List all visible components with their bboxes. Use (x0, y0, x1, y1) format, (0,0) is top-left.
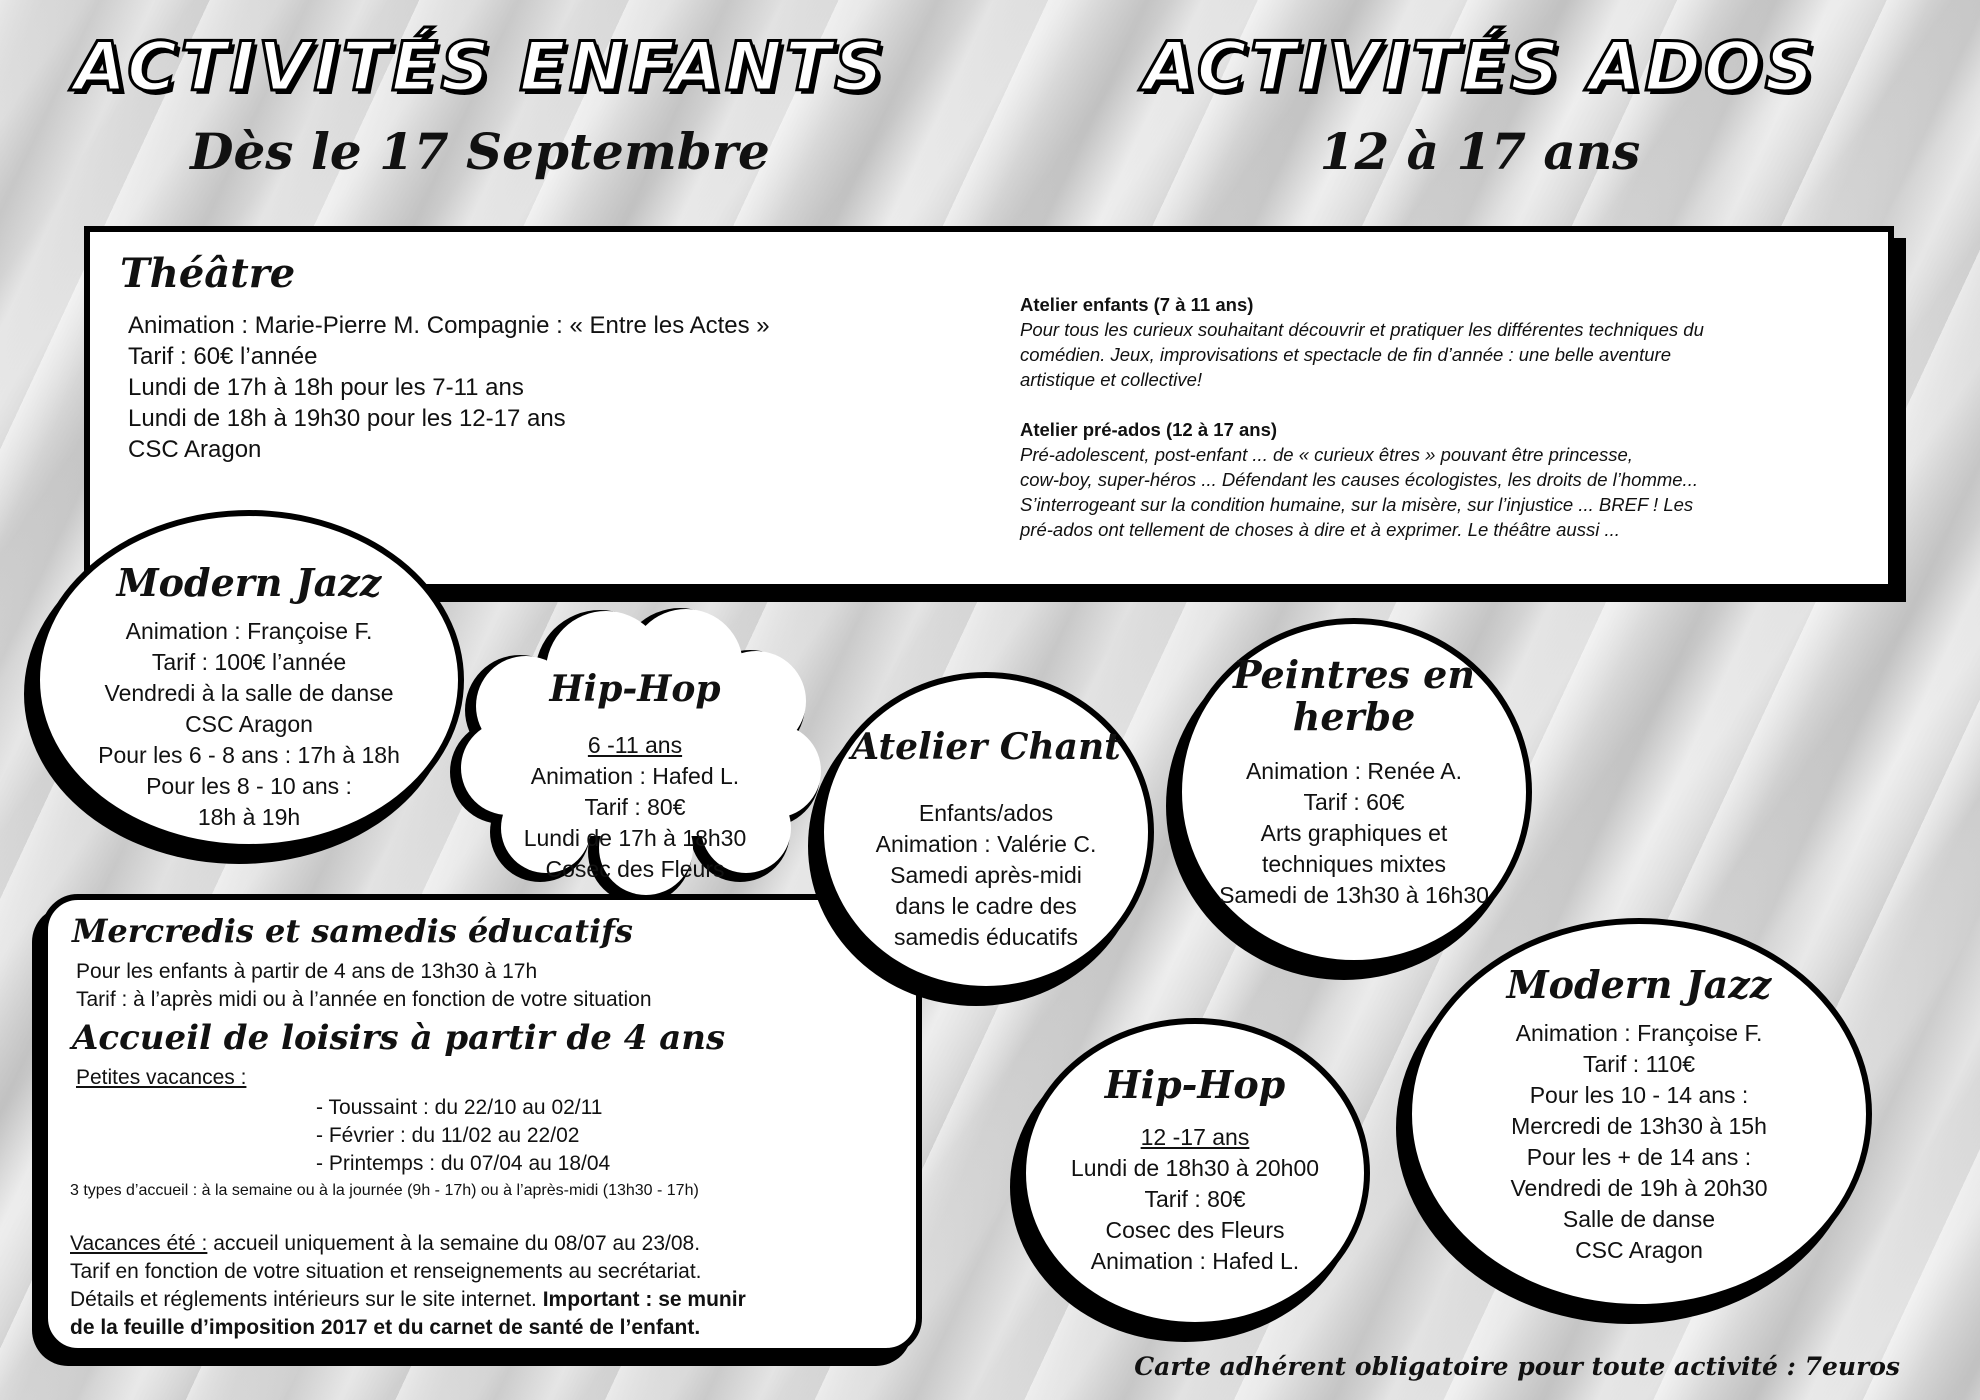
peintres-line-1: Animation : Renée A. (1245, 758, 1463, 784)
important-text: Important : se munir (542, 1288, 746, 1311)
peintres-line-3: Arts graphiques et (1260, 820, 1448, 846)
modern-jazz-kids-line-2: Tarif : 100€ l’année (151, 649, 347, 675)
atelier-enfants-line-3: artistique et collective! (1020, 369, 1203, 390)
footer-note: Carte adhérent obligatoire pour toute activité : 7euros (1134, 1352, 1900, 1381)
vacances-ete-text: accueil uniquement à la semaine du 08/07 au 23/08. (207, 1232, 701, 1255)
hiphop-kids-title: Hip-Hop (549, 668, 721, 710)
modern-jazz-ados-info (1412, 1018, 1866, 1266)
atelier-chant-line-1: Enfants/ados (918, 800, 1054, 826)
modern-jazz-kids-line-7: 18h à 19h (197, 804, 301, 830)
accueil-title: Accueil de loisirs à partir de 4 ans (72, 1018, 726, 1058)
hiphop-kids-line-1: Animation : Hafed L. (530, 763, 740, 789)
theatre-location: CSC Aragon (128, 436, 262, 463)
modern-jazz-ados-circle (1406, 918, 1872, 1310)
left-header-title: ACTIVITÉS ENFANTS (73, 28, 887, 107)
mercredis-line-1: Pour les enfants à partir de 4 ans de 13h30 à 17h (76, 960, 538, 983)
atelier-chant-line-5: samedis éducatifs (893, 924, 1079, 950)
modern-jazz-ados-line-6: Vendredi de 19h à 20h30 (1510, 1175, 1768, 1201)
mercredis-info (76, 958, 652, 1014)
right-header-title: ACTIVITÉS ADOS (1143, 28, 1817, 107)
types-accueil: 3 types d’accueil : à la semaine ou à la journée (9h - 17h) ou à l’après-midi (13h30 - 17h) (70, 1182, 699, 1199)
peintres-title (1182, 654, 1526, 738)
atelier-chant-line-4: dans le cadre des (895, 893, 1077, 919)
mercredis-title: Mercredis et samedis éducatifs (72, 912, 633, 950)
modern-jazz-kids-line-1: Animation : Françoise F. (125, 618, 373, 644)
hiphop-kids-age: 6 -11 ans (587, 732, 683, 758)
theatre-schedule-kids: Lundi de 17h à 18h pour les 7-11 ans (128, 374, 524, 401)
modern-jazz-ados-title: Modern Jazz (1506, 962, 1772, 1007)
modern-jazz-kids-title: Modern Jazz (116, 560, 382, 605)
hiphop-ados-line-4: Animation : Hafed L. (1090, 1248, 1300, 1274)
peintres-line-5: Samedi de 13h30 à 16h30 (1219, 882, 1489, 908)
peintres-circle (1176, 618, 1532, 966)
modern-jazz-kids-circle (34, 510, 464, 850)
vacances-printemps: - Printemps : du 07/04 au 18/04 (316, 1152, 611, 1175)
theatre-tarif: Tarif : 60€ l’année (128, 343, 318, 370)
theatre-descriptions (1020, 292, 1870, 542)
theatre-schedule-ados: Lundi de 18h à 19h30 pour les 12-17 ans (128, 405, 566, 432)
peintres-line-2: Tarif : 60€ (1303, 789, 1405, 815)
vacances-fevrier: - Février : du 11/02 au 22/02 (316, 1124, 580, 1147)
modern-jazz-ados-line-4: Mercredi de 13h30 à 15h (1511, 1113, 1767, 1139)
details-text: Détails et réglements intérieurs sur le site internet. (70, 1288, 543, 1311)
petites-vacances-label: Petites vacances : (76, 1066, 247, 1089)
theatre-info (128, 310, 770, 465)
modern-jazz-kids-line-5: Pour les 6 - 8 ans : 17h à 18h (98, 742, 400, 768)
hiphop-ados-line-1: Lundi de 18h30 à 20h00 (1070, 1155, 1320, 1181)
important-line-2: de la feuille d’imposition 2017 et du carnet de santé de l’enfant. (70, 1316, 701, 1339)
atelier-ados-line-1: Pré-adolescent, post-enfant ... de « curieux êtres » pouvant être princesse, (1020, 444, 1633, 465)
hiphop-kids-line-2: Tarif : 80€ (584, 794, 686, 820)
mercredis-panel (42, 894, 922, 1354)
atelier-chant-line-3: Samedi après-midi (890, 862, 1082, 888)
hiphop-kids-info (490, 730, 780, 885)
modern-jazz-ados-line-5: Pour les + de 14 ans : (1526, 1144, 1752, 1170)
peintres-title-line-1: Peintres en (1233, 652, 1475, 697)
hiphop-ados-circle (1020, 1018, 1370, 1328)
atelier-enfants-title: Atelier enfants (7 à 11 ans) (1020, 294, 1254, 315)
hiphop-kids-line-4: Cosec des Fleurs (545, 856, 725, 882)
peintres-line-4: techniques mixtes (1261, 851, 1447, 877)
modern-jazz-ados-line-8: CSC Aragon (1575, 1237, 1703, 1263)
left-header-subtitle: Dès le 17 Septembre (190, 122, 770, 181)
theatre-animation: Animation : Marie-Pierre M. Compagnie : « Entre les Actes » (128, 312, 770, 339)
vacances-list (316, 1094, 610, 1178)
modern-jazz-kids-line-4: CSC Aragon (185, 711, 313, 737)
modern-jazz-ados-line-2: Tarif : 110€ (1582, 1051, 1696, 1077)
atelier-enfants-line-2: comédien. Jeux, improvisations et spectacle de fin d’année : une belle aventure (1020, 344, 1671, 365)
atelier-chant-info (824, 798, 1148, 953)
modern-jazz-kids-info (40, 616, 458, 833)
atelier-ados-line-4: pré-ados ont tellement de choses à dire et à exprimer. Le théâtre aussi ... (1020, 519, 1620, 540)
atelier-ados-line-2: cow-boy, super-héros ... Défendant les causes écologistes, les droits de l’homme... (1020, 469, 1698, 490)
hiphop-ados-line-3: Cosec des Fleurs (1105, 1217, 1285, 1243)
modern-jazz-kids-line-3: Vendredi à la salle de danse (104, 680, 394, 706)
hiphop-ados-line-2: Tarif : 80€ (1144, 1186, 1246, 1212)
vacances-toussaint: - Toussaint : du 22/10 au 02/11 (316, 1096, 603, 1119)
atelier-chant-line-2: Animation : Valérie C. (875, 831, 1097, 857)
hiphop-kids-line-3: Lundi de 17h à 18h30 (523, 825, 747, 851)
modern-jazz-ados-line-7: Salle de danse (1562, 1206, 1716, 1232)
peintres-title-line-2: herbe (1292, 694, 1416, 739)
modern-jazz-kids-line-6: Pour les 8 - 10 ans : (146, 773, 352, 799)
atelier-chant-circle (818, 672, 1154, 992)
mercredis-line-2: Tarif : à l’après midi ou à l’année en fonction de votre situation (76, 988, 652, 1011)
atelier-ados-line-3: S’interrogeant sur la condition humaine, sur la misère, sur l’injustice ... BREF ! Les (1020, 494, 1694, 515)
hiphop-ados-info (1026, 1122, 1364, 1277)
hiphop-ados-age: 12 -17 ans (1140, 1124, 1250, 1150)
peintres-info (1182, 756, 1526, 911)
tarif-situation-line: Tarif en fonction de votre situation et renseignements au secrétariat. (70, 1260, 702, 1283)
modern-jazz-ados-line-1: Animation : Françoise F. (1515, 1020, 1763, 1046)
atelier-chant-title: Atelier Chant (851, 726, 1121, 768)
vacances-ete-label: Vacances été : (70, 1232, 208, 1255)
atelier-ados-title: Atelier pré-ados (12 à 17 ans) (1020, 419, 1278, 440)
hiphop-ados-title: Hip-Hop (1104, 1062, 1286, 1107)
vacances-ete-block (70, 1230, 746, 1342)
modern-jazz-ados-line-3: Pour les 10 - 14 ans : (1529, 1082, 1749, 1108)
right-header-subtitle: 12 à 17 ans (1319, 122, 1641, 181)
atelier-enfants-line-1: Pour tous les curieux souhaitant découvrir et pratiquer les différentes techniques du (1020, 319, 1704, 340)
theatre-title: Théâtre (120, 250, 296, 297)
